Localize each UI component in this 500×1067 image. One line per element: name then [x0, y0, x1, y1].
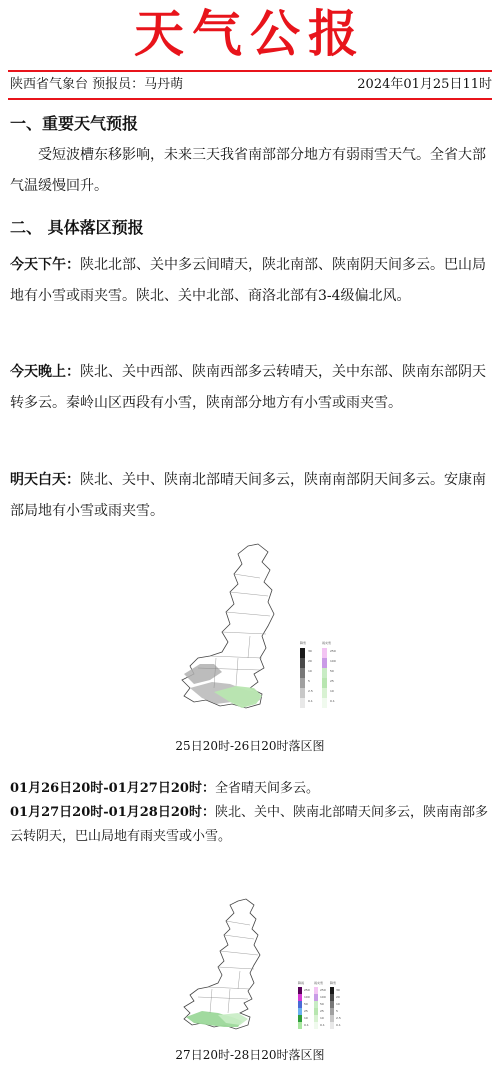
forecast-text: 陕北、关中西部、陕南西部多云转晴天，关中东部、陕南东部阴天转多云。秦岭山区西段有小雪，陕南部分地方有小雪或雨夹雪。	[10, 364, 486, 411]
forecast-label: 今天下午：	[10, 257, 80, 273]
forecast-text: 陕北北部、关中多云间晴天，陕北南部、陕南阴天间多云。巴山局地有小雪或雨夹雪。陕北、关中北部、商洛北部有3-4级偏北风。	[10, 257, 486, 304]
svg-text:5: 5	[308, 679, 310, 683]
forecast-label: 明天白天：	[10, 472, 80, 488]
section2-heading: 二、 具体落区预报	[10, 218, 144, 237]
svg-text:250: 250	[304, 988, 310, 992]
svg-text:20: 20	[336, 995, 340, 999]
svg-text:10: 10	[320, 1016, 324, 1020]
svg-text:20: 20	[308, 659, 312, 663]
map1-legend	[300, 640, 336, 708]
forecast-today-afternoon	[10, 250, 492, 312]
province-outline	[184, 899, 260, 1029]
legend-rain-title: 降雨	[298, 981, 305, 985]
svg-text:100: 100	[320, 995, 326, 999]
svg-text:250: 250	[330, 649, 336, 653]
issuer-line: 陕西省气象台 预报员：马丹萌	[10, 77, 184, 92]
forecast-tomorrow	[10, 465, 492, 527]
svg-text:10: 10	[336, 1002, 340, 1006]
section1-heading: 一、重要天气预报	[10, 114, 139, 133]
legend-sleet-title: 雨夹雪	[322, 641, 332, 645]
svg-text:10: 10	[330, 689, 334, 693]
forecast-text: 陕北、关中、陕南北部晴天间多云，陕南南部阴天间多云。安康南部局地有小雪或雨夹雪。	[10, 472, 486, 519]
svg-text:25: 25	[304, 1009, 308, 1013]
svg-text:0.1: 0.1	[336, 1023, 341, 1027]
svg-text:0.1: 0.1	[320, 1023, 325, 1027]
legend-sleet-title: 雨夹雪	[314, 981, 324, 985]
svg-text:25: 25	[330, 679, 334, 683]
svg-text:250: 250	[320, 988, 326, 992]
extended-line-2: 01月27日20时-01月28日20时：陕北、关中、陕南北部晴天间多云，陕南南部多云转阴天，巴山局地有雨夹雪或小雪。	[10, 805, 488, 844]
svg-text:0.1: 0.1	[330, 699, 335, 703]
map1-caption: 25日20时-26日20时落区图	[175, 739, 325, 753]
forecast-map-1	[150, 540, 360, 730]
legend-snow-title: 降雪	[330, 981, 337, 985]
svg-text:2.5: 2.5	[308, 689, 313, 693]
section1-body	[10, 140, 492, 202]
svg-text:30: 30	[308, 649, 312, 653]
svg-text:0.1: 0.1	[304, 1023, 309, 1027]
extended-line-1: 01月26日20时-01月27日20时：全省晴天间多云。	[10, 781, 319, 796]
svg-text:100: 100	[304, 995, 310, 999]
section1-text: 受短波槽东移影响，未来三天我省南部部分地方有弱雨雪天气。全省大部气温缓慢回升。	[10, 147, 486, 194]
map2-legend	[298, 980, 341, 1029]
svg-text:0.1: 0.1	[308, 699, 313, 703]
issue-datetime: 2024年01月25日11时	[357, 77, 492, 92]
forecast-map-2	[160, 895, 350, 1045]
page-title: 天气公报	[134, 5, 366, 63]
extended-forecast	[10, 777, 492, 849]
svg-text:2.5: 2.5	[336, 1016, 341, 1020]
header-rule-bottom	[8, 98, 492, 100]
svg-text:5: 5	[336, 1009, 338, 1013]
svg-text:10: 10	[304, 1016, 308, 1020]
legend-snow-title: 降雪	[300, 641, 307, 645]
header-rule-top	[8, 70, 492, 72]
forecast-tonight	[10, 357, 492, 419]
svg-text:50: 50	[304, 1002, 308, 1006]
svg-text:25: 25	[320, 1009, 324, 1013]
svg-text:50: 50	[320, 1002, 324, 1006]
svg-text:10: 10	[308, 669, 312, 673]
svg-text:100: 100	[330, 659, 336, 663]
forecast-label: 今天晚上：	[10, 364, 80, 380]
svg-text:30: 30	[336, 988, 340, 992]
map2-caption: 27日20时-28日20时落区图	[175, 1048, 325, 1062]
svg-text:50: 50	[330, 669, 334, 673]
